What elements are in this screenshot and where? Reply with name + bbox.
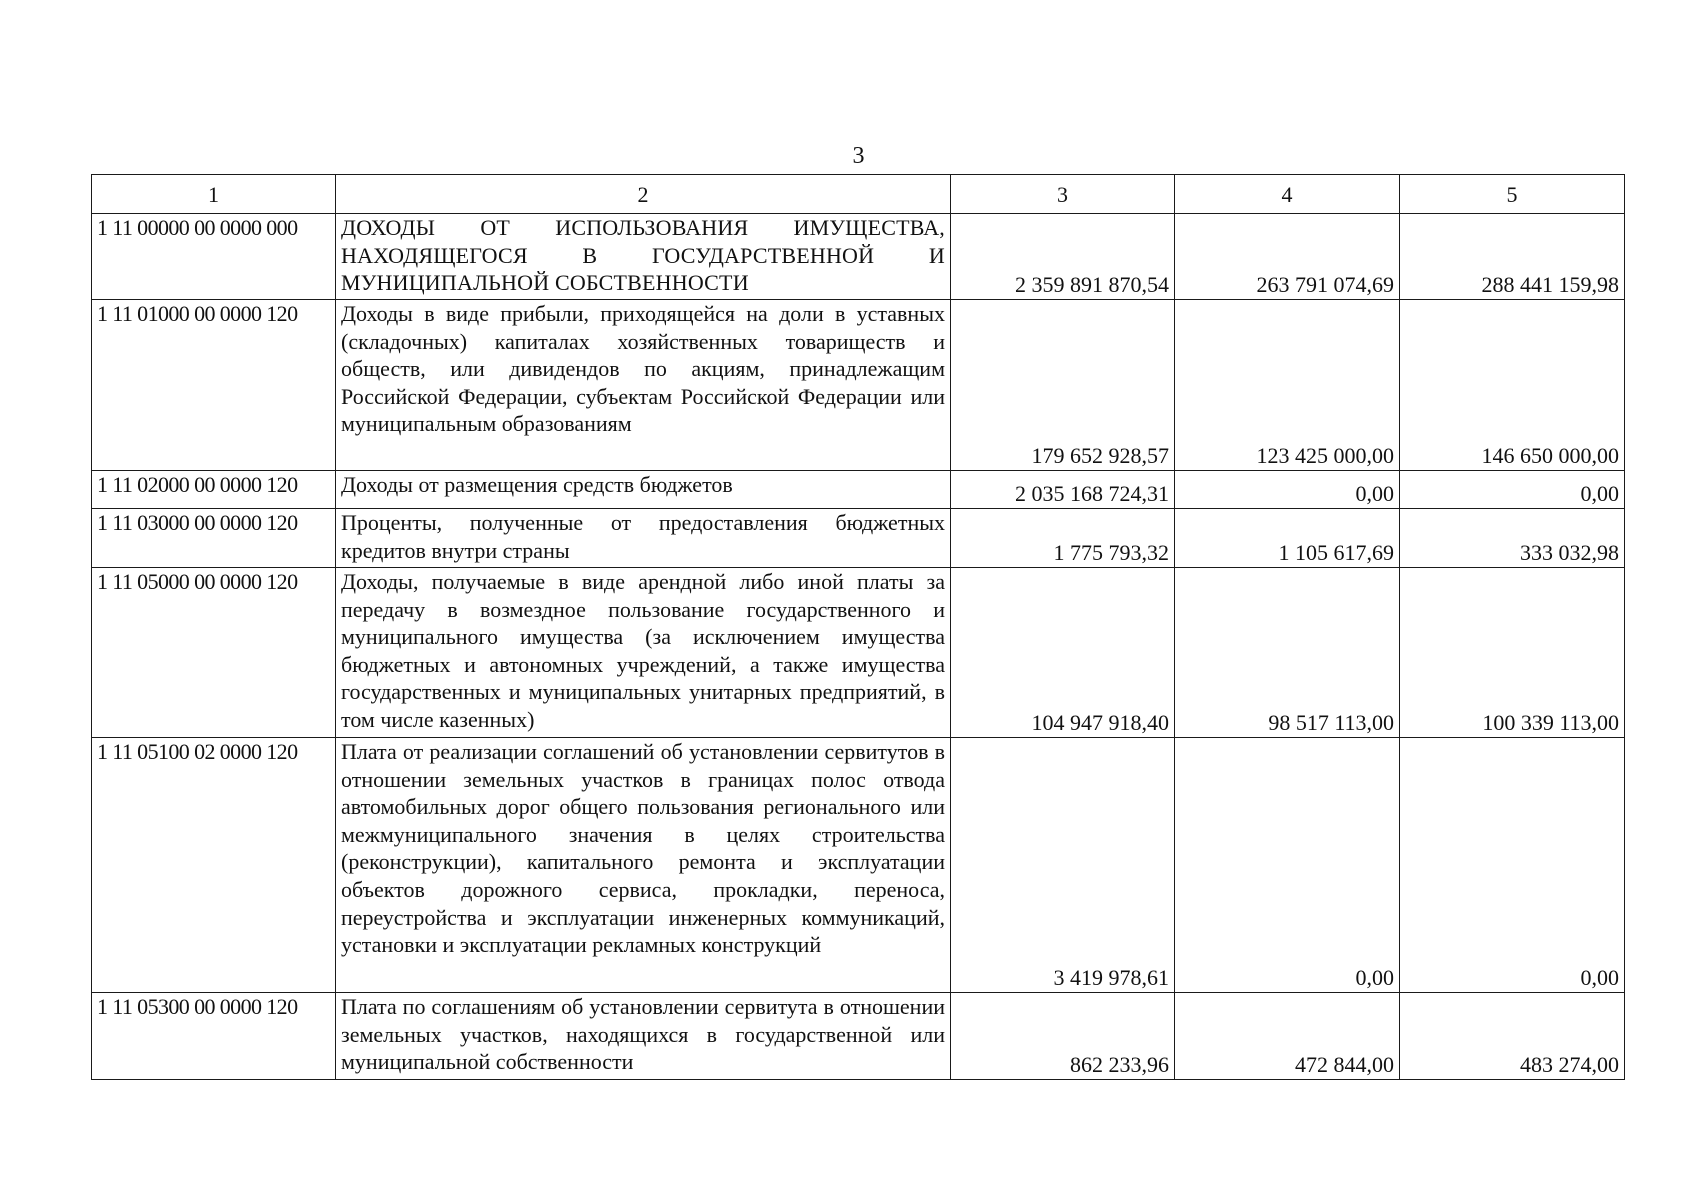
table-row [92,214,1625,300]
value-column-3-cell: 2 359 891 870,54 [951,214,1175,300]
column-header-5: 5 [1400,175,1625,214]
value-column-3-cell: 1 775 793,32 [951,509,1175,568]
column-header-2: 2 [336,175,951,214]
value-column-5-cell: 146 650 000,00 [1400,300,1625,471]
budget-revenue-table [91,174,1625,1080]
value-column-3-cell: 862 233,96 [951,993,1175,1080]
revenue-name-cell: Доходы от размещения средств бюджетов [336,471,951,509]
revenue-name-cell: Проценты, полученные от предоставления бюджетных кредитов внутри страны [336,509,951,568]
value-column-4-cell: 472 844,00 [1175,993,1400,1080]
table-row [92,568,1625,738]
revenue-name-cell: Доходы, получаемые в виде арендной либо иной платы за передачу в возмездное пользование государственного и муниципального имущества (за исключением имущества бюджетных и автономных учреждений, а также имущества государственных и муниципальных унитарных предприятий, в том числе казенных) [336,568,951,738]
value-column-5-cell: 333 032,98 [1400,509,1625,568]
budget-code-cell: 1 11 02000 00 0000 120 [92,471,336,509]
value-column-4-cell: 123 425 000,00 [1175,300,1400,471]
value-column-4-cell: 0,00 [1175,738,1400,993]
budget-code-cell: 1 11 01000 00 0000 120 [92,300,336,471]
value-column-4-cell: 263 791 074,69 [1175,214,1400,300]
table-row [92,509,1625,568]
table-row [92,471,1625,509]
value-column-4-cell: 1 105 617,69 [1175,509,1400,568]
budget-code-cell: 1 11 03000 00 0000 120 [92,509,336,568]
value-column-4-cell: 0,00 [1175,471,1400,509]
column-header-1: 1 [92,175,336,214]
budget-code-cell: 1 11 05100 02 0000 120 [92,738,336,993]
column-header-4: 4 [1175,175,1400,214]
revenue-name-cell: Плата от реализации соглашений об установлении сервитутов в отношении земельных участков в границах полос отвода автомобильных дорог общего пользования регионального или межмуниципального значения в целях строительства (реконструкции), капитального ремонта и эксплуатации объектов дорожного сервиса, прокладки, переноса, переустройства и эксплуатации инженерных коммуникаций, установки и эксплуатации рекламных конструкций [336,738,951,993]
value-column-5-cell: 100 339 113,00 [1400,568,1625,738]
column-header-3: 3 [951,175,1175,214]
revenue-name-cell: Доходы в виде прибыли, приходящейся на доли в уставных (складочных) капиталах хозяйственных товариществ и обществ, или дивидендов по акциям, принадлежащим Российской Федерации, субъектам Российской Федерации или муниципальным образованиям [336,300,951,471]
value-column-5-cell: 0,00 [1400,738,1625,993]
value-column-3-cell: 179 652 928,57 [951,300,1175,471]
value-column-5-cell: 0,00 [1400,471,1625,509]
value-column-4-cell: 98 517 113,00 [1175,568,1400,738]
table-row [92,993,1625,1080]
table-row [92,738,1625,993]
budget-code-cell: 1 11 00000 00 0000 000 [92,214,336,300]
value-column-3-cell: 2 035 168 724,31 [951,471,1175,509]
value-column-5-cell: 483 274,00 [1400,993,1625,1080]
column-number-row [92,175,1625,214]
revenue-name-cell: Плата по соглашениям об установлении сервитута в отношении земельных участков, находящихся в государственной или муниципальной собственности [336,993,951,1080]
revenue-name-cell: ДОХОДЫ ОТ ИСПОЛЬЗОВАНИЯ ИМУЩЕСТВА, НАХОДЯЩЕГОСЯ В ГОСУДАРСТВЕННОЙ И МУНИЦИПАЛЬНОЙ СОБСТВЕННОСТИ [336,214,951,300]
value-column-3-cell: 104 947 918,40 [951,568,1175,738]
page-number: 3 [852,143,865,169]
table-row [92,300,1625,471]
budget-code-cell: 1 11 05300 00 0000 120 [92,993,336,1080]
value-column-5-cell: 288 441 159,98 [1400,214,1625,300]
budget-code-cell: 1 11 05000 00 0000 120 [92,568,336,738]
value-column-3-cell: 3 419 978,61 [951,738,1175,993]
